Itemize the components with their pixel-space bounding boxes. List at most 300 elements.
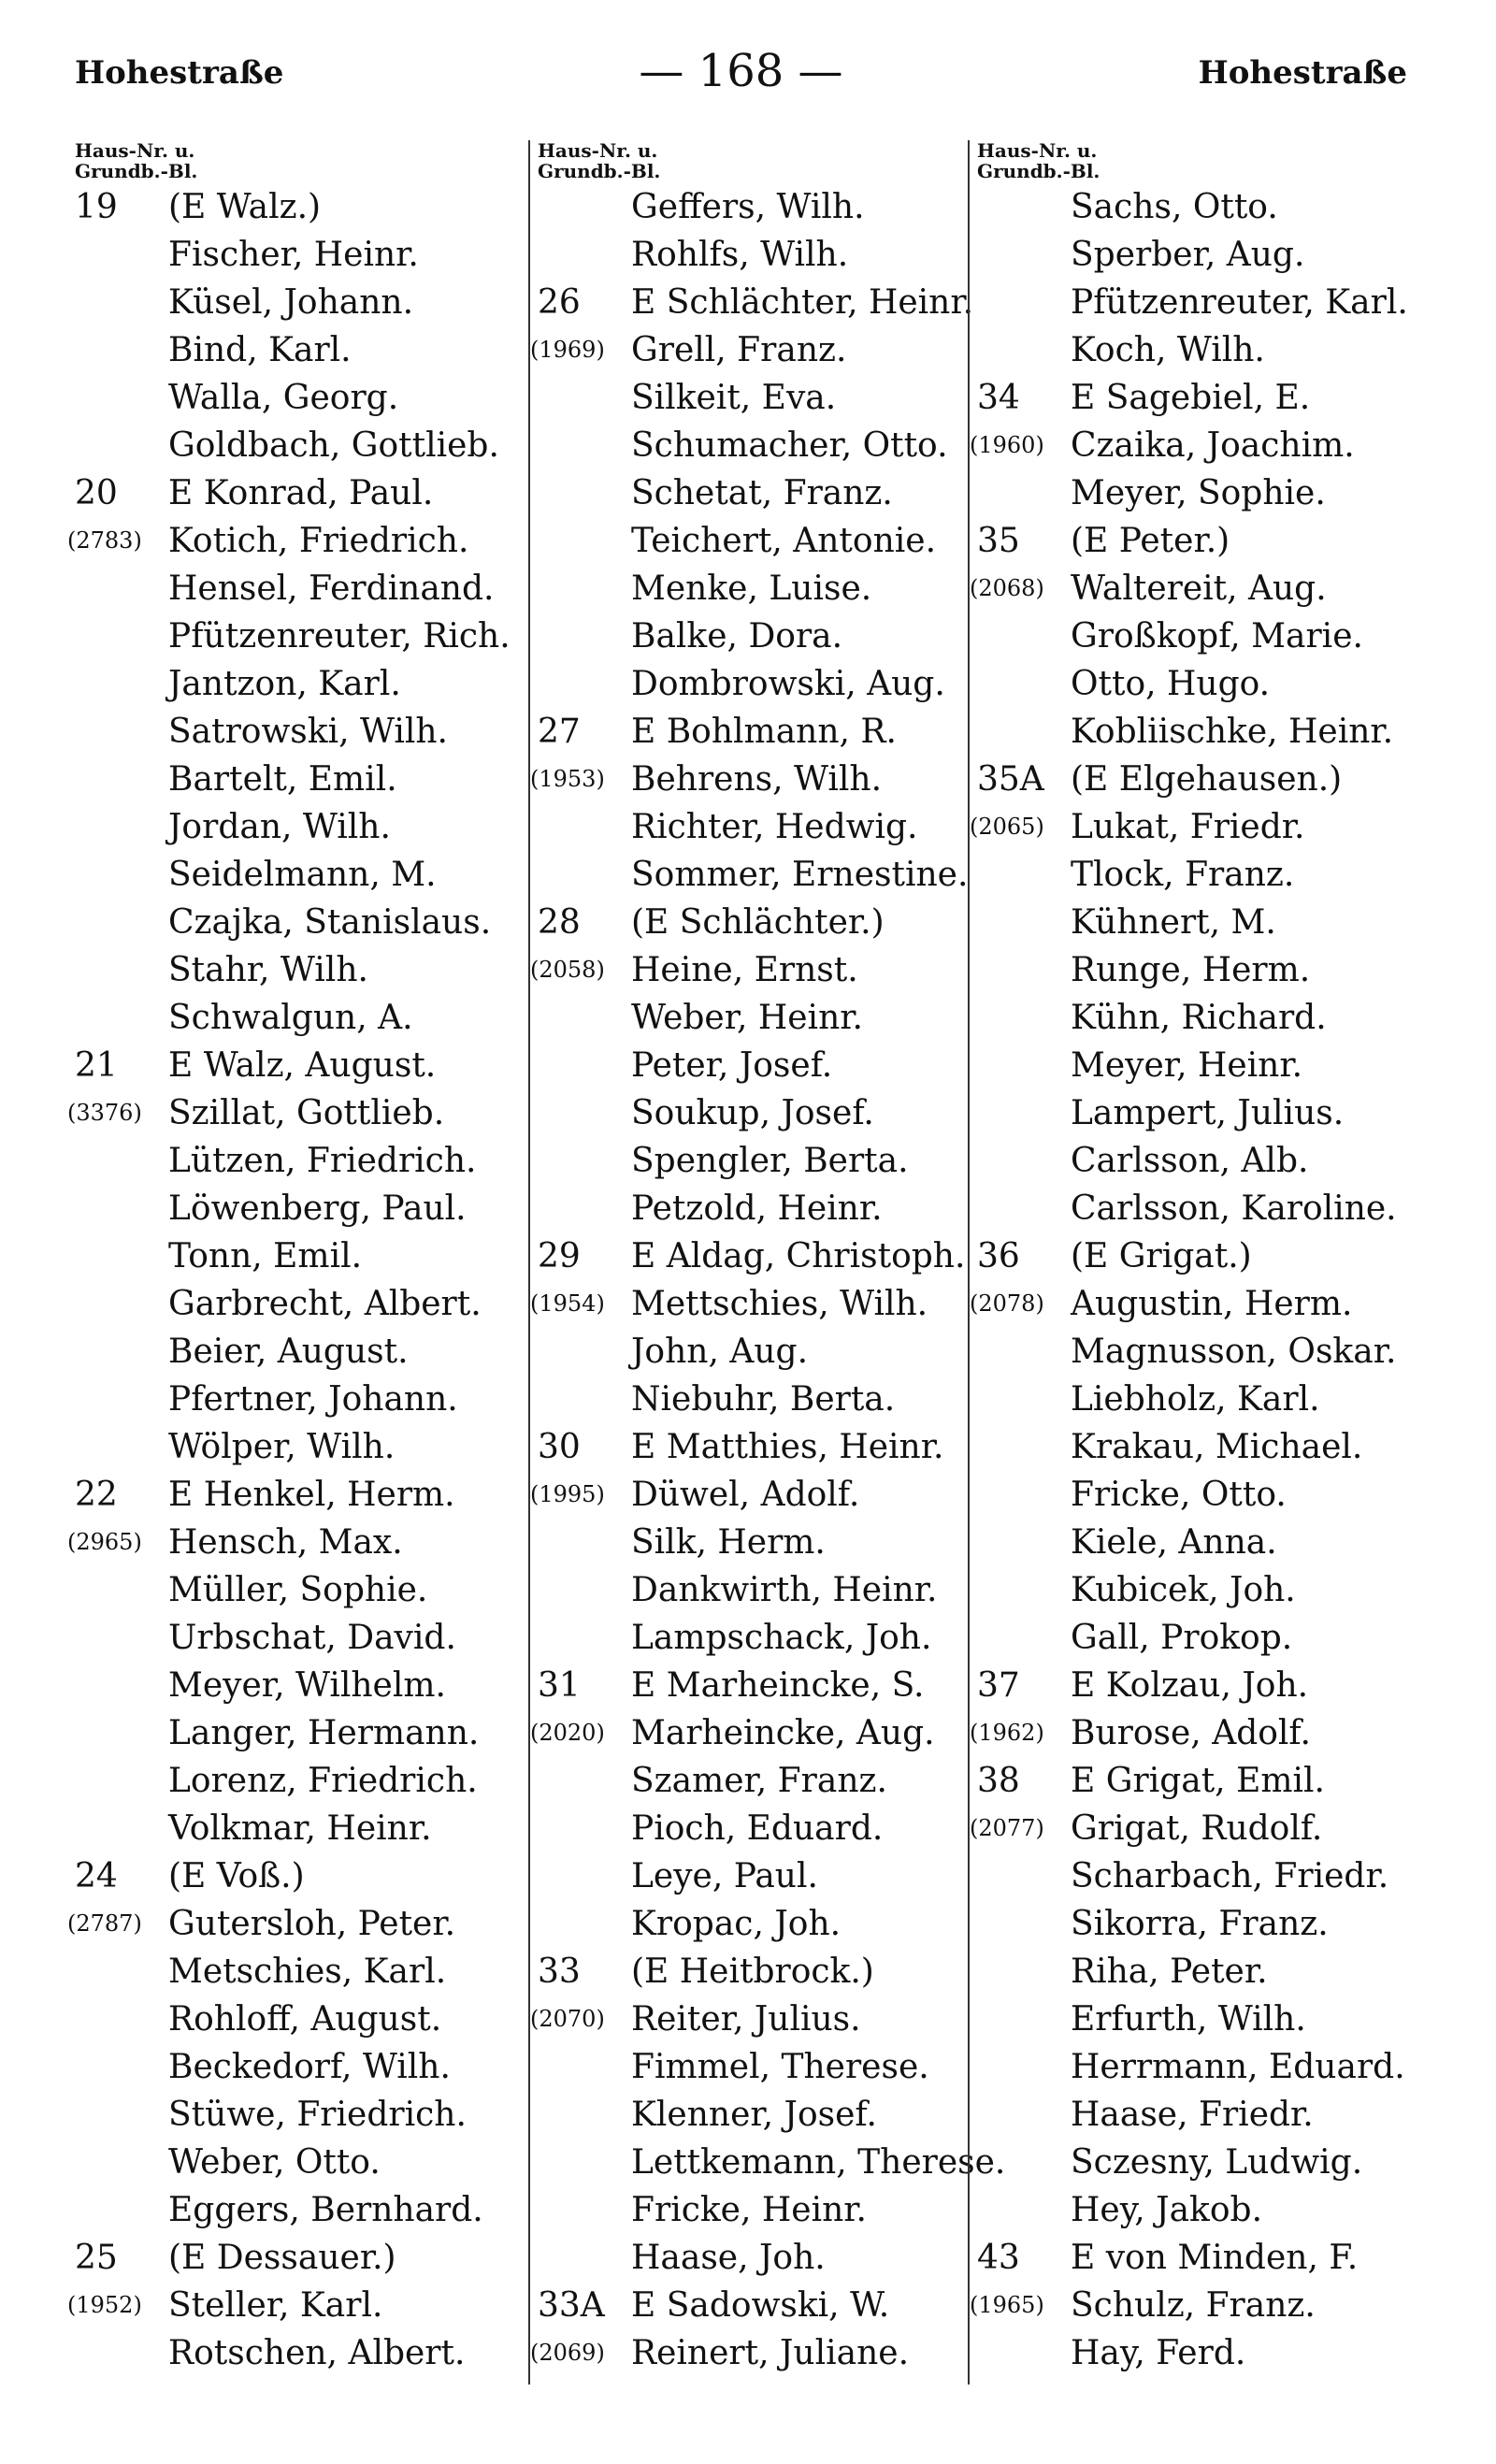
resident-name: Czaika, Joachim. (1071, 426, 1355, 465)
list-item (977, 612, 1435, 660)
land-register-number: (2787) (67, 1910, 142, 1937)
resident-name: Meyer, Heinr. (1071, 1046, 1303, 1085)
list-item (75, 1662, 514, 1709)
list-item (970, 803, 1435, 851)
list-item (530, 2329, 977, 2377)
resident-name: E Henkel, Herm. (168, 1476, 455, 1514)
list-item (75, 1328, 514, 1376)
list-item (75, 1757, 514, 1805)
resident-name: Jordan, Wilh. (168, 808, 391, 846)
list-item (75, 660, 514, 708)
resident-name: Silk, Herm. (631, 1523, 826, 1562)
land-register-number: (1954) (530, 1290, 605, 1317)
house-number: 22 (75, 1476, 118, 1514)
resident-name: (E Voß.) (168, 1857, 305, 1895)
resident-name: John, Aug. (631, 1333, 809, 1371)
resident-name: (E Walz.) (168, 188, 322, 226)
resident-name: Grigat, Rudolf. (1071, 1809, 1323, 1848)
resident-name: Mettschies, Wilh. (631, 1285, 928, 1323)
house-number: 25 (75, 2239, 118, 2277)
list-item (75, 994, 514, 1042)
house-entry (970, 1662, 1435, 1757)
page-number: — 168 — (639, 45, 843, 97)
list-item (538, 708, 977, 756)
house-number: 20 (75, 474, 118, 512)
house-entry (67, 2234, 514, 2377)
resident-name: Kühnert, M. (1071, 903, 1276, 942)
column-header (977, 140, 1435, 183)
list-item (538, 803, 977, 851)
resident-name: Urbschat, David. (168, 1619, 456, 1657)
list-item (538, 2234, 977, 2282)
resident-name: Stüwe, Friedrich. (168, 2096, 467, 2134)
list-item (538, 1852, 977, 1900)
list-item (977, 946, 1435, 994)
list-item (75, 1423, 514, 1471)
list-item (538, 1089, 977, 1137)
street-title-right: Hohestraße (1198, 54, 1407, 92)
resident-name: Heine, Ernst. (631, 951, 858, 989)
resident-name: E Marheincke, S. (631, 1666, 925, 1705)
resident-name: Geffers, Wilh. (631, 188, 865, 226)
list-item (977, 374, 1435, 422)
land-register-number: (2965) (67, 1529, 142, 1555)
list-item (970, 1280, 1435, 1328)
column-1 (67, 139, 514, 2385)
house-entry (970, 517, 1435, 756)
resident-name: E Grigat, Emil. (1071, 1762, 1325, 1800)
house-entry (970, 374, 1435, 517)
list-item (538, 374, 977, 422)
list-item (75, 2234, 514, 2282)
list-item (538, 422, 977, 469)
resident-name: Leye, Paul. (631, 1857, 818, 1895)
list-item (538, 1757, 977, 1805)
house-entry (530, 1662, 977, 1948)
resident-name: Kobliischke, Heinr. (1071, 713, 1394, 751)
resident-name: Fischer, Heinr. (168, 236, 419, 274)
house-number: 30 (538, 1428, 581, 1466)
list-item (530, 1996, 977, 2043)
resident-name: Schwalgun, A. (168, 999, 413, 1037)
list-item (67, 1089, 514, 1137)
list-item (977, 1566, 1435, 1614)
resident-name: Lettkemann, Therese. (631, 2143, 1006, 2182)
resident-name: Pfertner, Johann. (168, 1380, 458, 1419)
list-item (538, 2139, 1006, 2186)
list-item (977, 1852, 1435, 1900)
list-item (538, 517, 977, 565)
resident-name: Czajka, Stanislaus. (168, 903, 492, 942)
resident-name: Otto, Hugo. (1071, 665, 1271, 703)
resident-name: Marheincke, Aug. (631, 1714, 935, 1752)
house-number: 38 (977, 1762, 1020, 1800)
house-entry (970, 2234, 1435, 2377)
list-item (977, 756, 1435, 803)
list-item (538, 1042, 977, 1089)
house-entry (530, 1232, 977, 1423)
resident-name: Waltereit, Aug. (1071, 569, 1327, 608)
resident-name: Gutersloh, Peter. (168, 1905, 456, 1943)
resident-name: Stahr, Wilh. (168, 951, 368, 989)
resident-name: Augustin, Herm. (1071, 1285, 1353, 1323)
land-register-number: (3376) (67, 1100, 142, 1126)
resident-name: (E Grigat.) (1071, 1237, 1252, 1275)
resident-name: Fimmel, Therese. (631, 2048, 929, 2086)
land-register-number: (1969) (530, 337, 605, 363)
resident-name: E Kolzau, Joh. (1071, 1666, 1309, 1705)
resident-name: Haase, Friedr. (1071, 2096, 1314, 2134)
list-item (970, 2282, 1435, 2329)
resident-name: (E Peter.) (1071, 522, 1230, 560)
list-item (530, 326, 977, 374)
list-item (75, 2139, 514, 2186)
resident-name: Magnusson, Oskar. (1071, 1333, 1397, 1371)
list-item (75, 899, 514, 946)
list-item (75, 183, 514, 231)
resident-name: Szillat, Gottlieb. (168, 1094, 445, 1132)
list-item (977, 1471, 1435, 1519)
house-number: 29 (538, 1237, 581, 1275)
resident-name: Wölper, Wilh. (168, 1428, 396, 1466)
house-entry (977, 183, 1435, 374)
house-number: 35A (977, 760, 1044, 799)
house-entry (75, 183, 514, 469)
resident-name: Fricke, Heinr. (631, 2191, 867, 2229)
list-item (977, 2139, 1435, 2186)
resident-name: E Konrad, Paul. (168, 474, 434, 512)
column-header-line: Haus-Nr. u. (977, 139, 1098, 162)
resident-name: Runge, Herm. (1071, 951, 1311, 989)
resident-name: Kropac, Joh. (631, 1905, 842, 1943)
resident-name: Metschies, Karl. (168, 1952, 447, 1991)
resident-name: Kühn, Richard. (1071, 999, 1327, 1037)
list-item (977, 1996, 1435, 2043)
resident-name: Fricke, Otto. (1071, 1476, 1287, 1514)
list-item (75, 279, 514, 326)
land-register-number: (1965) (970, 2292, 1044, 2318)
resident-name: Hay, Ferd. (1071, 2334, 1246, 2372)
land-register-number: (2020) (530, 1720, 605, 1746)
resident-name: Peter, Josef. (631, 1046, 833, 1085)
resident-name: Sachs, Otto. (1071, 188, 1278, 226)
resident-name: Kotich, Friedrich. (168, 522, 469, 560)
list-item (538, 1185, 977, 1232)
list-item (538, 469, 977, 517)
house-number: 37 (977, 1666, 1020, 1705)
resident-name: E Sadowski, W. (631, 2286, 890, 2325)
column-header-line: Grundb.-Bl. (977, 160, 1100, 182)
resident-name: Reinert, Juliane. (631, 2334, 910, 2372)
house-number: 36 (977, 1237, 1020, 1275)
resident-name: Sikorra, Franz. (1071, 1905, 1329, 1943)
resident-name: Hensch, Max. (168, 1523, 403, 1562)
list-item (977, 469, 1435, 517)
list-item (977, 279, 1435, 326)
list-item (538, 1948, 977, 1996)
list-item (977, 1042, 1435, 1089)
list-item (977, 1328, 1435, 1376)
resident-name: Schumacher, Otto. (631, 426, 948, 465)
resident-name: Pfützenreuter, Karl. (1071, 283, 1408, 322)
list-item (75, 1376, 514, 1423)
list-item (977, 2091, 1435, 2139)
land-register-number: (2077) (970, 1815, 1044, 1841)
resident-name: Burose, Adolf. (1071, 1714, 1311, 1752)
list-item (977, 1137, 1435, 1185)
land-register-number: (1953) (530, 766, 605, 792)
house-entry (530, 708, 977, 899)
resident-name: E Schlächter, Heinr. (631, 283, 974, 322)
resident-name: Szamer, Franz. (631, 1762, 887, 1800)
land-register-number: (2058) (530, 957, 605, 983)
resident-name: E Bohlmann, R. (631, 713, 897, 751)
resident-name: Bind, Karl. (168, 331, 352, 369)
list-item (977, 994, 1435, 1042)
resident-name: Eggers, Bernhard. (168, 2191, 483, 2229)
house-number: 26 (538, 283, 581, 322)
resident-name: Weber, Heinr. (631, 999, 863, 1037)
list-item (538, 1519, 977, 1566)
list-item (977, 660, 1435, 708)
land-register-number: (2065) (970, 814, 1044, 840)
list-item (977, 1662, 1435, 1709)
list-item (970, 422, 1435, 469)
list-item (538, 231, 977, 279)
land-register-number: (2069) (530, 2340, 605, 2366)
list-item (538, 1137, 977, 1185)
column-header-line: Grundb.-Bl. (538, 160, 661, 182)
list-item (538, 2282, 977, 2329)
list-item (75, 1805, 514, 1852)
list-item (75, 2091, 514, 2139)
column-header-line: Haus-Nr. u. (75, 139, 195, 162)
resident-name: (E Schlächter.) (631, 903, 885, 942)
list-item (75, 1614, 514, 1662)
resident-name: Carlsson, Karoline. (1071, 1189, 1397, 1228)
house-number: 28 (538, 903, 581, 942)
list-item (75, 469, 514, 517)
house-number: 24 (75, 1857, 118, 1895)
house-number: 33 (538, 1952, 581, 1991)
list-item (75, 1852, 514, 1900)
resident-name: Balke, Dora. (631, 617, 843, 656)
list-item (75, 565, 514, 612)
resident-name: Kubicek, Joh. (1071, 1571, 1296, 1609)
house-entry (530, 1423, 977, 1662)
list-item (67, 517, 514, 565)
land-register-number: (1995) (530, 1481, 605, 1507)
list-item (530, 756, 977, 803)
list-item (75, 1232, 514, 1280)
list-item (977, 1423, 1435, 1471)
house-entry (67, 1471, 514, 1852)
list-item (530, 1709, 977, 1757)
resident-name: Rohloff, August. (168, 2000, 442, 2039)
list-item (538, 899, 977, 946)
land-register-number: (1952) (67, 2292, 142, 2318)
land-register-number: (1960) (970, 432, 1044, 458)
resident-name: Weber, Otto. (168, 2143, 381, 2182)
column-header-line: Grundb.-Bl. (75, 160, 198, 182)
resident-name: Carlsson, Alb. (1071, 1142, 1309, 1180)
house-entry (530, 899, 977, 1232)
resident-name: Liebholz, Karl. (1071, 1380, 1320, 1419)
house-number: 43 (977, 2239, 1020, 2277)
resident-name: Gall, Prokop. (1071, 1619, 1293, 1657)
list-item (75, 1042, 514, 1089)
resident-name: Soukup, Josef. (631, 1094, 874, 1132)
land-register-number: (2068) (970, 575, 1044, 601)
resident-name: Tlock, Franz. (1071, 856, 1295, 894)
house-entry (970, 1757, 1435, 2234)
resident-name: Grell, Franz. (631, 331, 847, 369)
resident-name: Langer, Hermann. (168, 1714, 480, 1752)
list-item (970, 565, 1435, 612)
resident-name: (E Dessauer.) (168, 2239, 396, 2277)
house-entry (538, 183, 977, 279)
land-register-number: (1962) (970, 1720, 1044, 1746)
list-item (75, 1709, 514, 1757)
list-item (977, 2043, 1435, 2091)
resident-name: Scharbach, Friedr. (1071, 1857, 1389, 1895)
list-item (75, 231, 514, 279)
resident-name: Lampert, Julius. (1071, 1094, 1345, 1132)
list-item (538, 2091, 977, 2139)
resident-name: Klenner, Josef. (631, 2096, 877, 2134)
resident-name: Petzold, Heinr. (631, 1189, 883, 1228)
resident-name: Goldbach, Gottlieb. (168, 426, 499, 465)
list-item (977, 2234, 1435, 2282)
list-item (75, 803, 514, 851)
list-item (75, 2043, 514, 2091)
list-item (538, 1900, 977, 1948)
resident-name: Jantzon, Karl. (168, 665, 401, 703)
list-item (977, 231, 1435, 279)
list-item (977, 1232, 1435, 1280)
resident-name: Spengler, Berta. (631, 1142, 909, 1180)
list-item (530, 946, 977, 994)
resident-name: Sperber, Aug. (1071, 236, 1305, 274)
list-item (75, 1280, 514, 1328)
list-item (977, 899, 1435, 946)
resident-name: E Sagebiel, E. (1071, 379, 1311, 417)
list-item (75, 1137, 514, 1185)
list-item (75, 374, 514, 422)
list-item (75, 1996, 514, 2043)
list-item (538, 851, 977, 899)
list-item (75, 708, 514, 756)
house-number: 27 (538, 713, 581, 751)
resident-name: Teichert, Antonie. (631, 522, 937, 560)
resident-name: Pfützenreuter, Rich. (168, 617, 511, 656)
resident-name: Pioch, Eduard. (631, 1809, 884, 1848)
resident-name: Silkeit, Eva. (631, 379, 837, 417)
resident-name: Seidelmann, M. (168, 856, 437, 894)
column-header (75, 140, 514, 183)
list-item (530, 1280, 977, 1328)
list-item (75, 1948, 514, 1996)
resident-name: Bartelt, Emil. (168, 760, 397, 799)
list-item (977, 1757, 1435, 1805)
list-item (977, 2329, 1435, 2377)
list-item (977, 851, 1435, 899)
list-item (538, 1614, 977, 1662)
list-item (977, 2186, 1435, 2234)
house-entry (67, 1852, 514, 2234)
list-item (75, 1185, 514, 1232)
resident-name: Herrmann, Eduard. (1071, 2048, 1405, 2086)
list-item (977, 517, 1435, 565)
list-item (75, 851, 514, 899)
list-item (75, 422, 514, 469)
resident-name: Schulz, Franz. (1071, 2286, 1316, 2325)
resident-name: Koch, Wilh. (1071, 331, 1265, 369)
list-item (977, 326, 1435, 374)
list-item (977, 1900, 1435, 1948)
list-item (977, 183, 1435, 231)
house-entry (67, 1042, 514, 1471)
resident-name: Erfurth, Wilh. (1071, 2000, 1306, 2039)
list-item (538, 1566, 977, 1614)
list-item (538, 994, 977, 1042)
resident-name: Richter, Hedwig. (631, 808, 918, 846)
house-number: 35 (977, 522, 1020, 560)
house-entry (530, 279, 977, 708)
list-item (75, 1471, 514, 1519)
column-3 (968, 140, 1435, 2385)
resident-name: Volkmar, Heinr. (168, 1809, 432, 1848)
resident-name: Rotschen, Albert. (168, 2334, 466, 2372)
list-item (75, 2329, 514, 2377)
resident-name: Satrowski, Wilh. (168, 713, 449, 751)
list-item (538, 279, 977, 326)
resident-name: Walla, Georg. (168, 379, 399, 417)
resident-name: Sczesny, Ludwig. (1071, 2143, 1363, 2182)
resident-name: Meyer, Wilhelm. (168, 1666, 446, 1705)
house-number: 21 (75, 1046, 118, 1085)
list-item (538, 1805, 977, 1852)
resident-name: Krakau, Michael. (1071, 1428, 1363, 1466)
resident-name: Lorenz, Friedrich. (168, 1762, 478, 1800)
resident-name: Tonn, Emil. (168, 1237, 363, 1275)
list-item (538, 1423, 977, 1471)
resident-name: Kiele, Anna. (1071, 1523, 1277, 1562)
house-entry (67, 469, 514, 1042)
list-item (977, 1519, 1435, 1566)
resident-name: Behrens, Wilh. (631, 760, 883, 799)
resident-name: Großkopf, Marie. (1071, 617, 1363, 656)
list-item (977, 1948, 1435, 1996)
list-item (538, 565, 977, 612)
resident-name: E Aldag, Christoph. (631, 1237, 966, 1275)
resident-name: Sommer, Ernestine. (631, 856, 969, 894)
land-register-number: (2078) (970, 1290, 1044, 1317)
house-number: 31 (538, 1666, 581, 1705)
list-item (538, 1328, 977, 1376)
list-item (977, 1185, 1435, 1232)
resident-name: Müller, Sophie. (168, 1571, 428, 1609)
house-entry (530, 2282, 977, 2377)
list-item (538, 612, 977, 660)
list-item (977, 1614, 1435, 1662)
resident-name: Beier, August. (168, 1333, 409, 1371)
resident-name: E Matthies, Heinr. (631, 1428, 944, 1466)
resident-name: Dombrowski, Aug. (631, 665, 945, 703)
list-item (538, 183, 977, 231)
resident-name: Menke, Luise. (631, 569, 872, 608)
list-item (538, 1662, 977, 1709)
